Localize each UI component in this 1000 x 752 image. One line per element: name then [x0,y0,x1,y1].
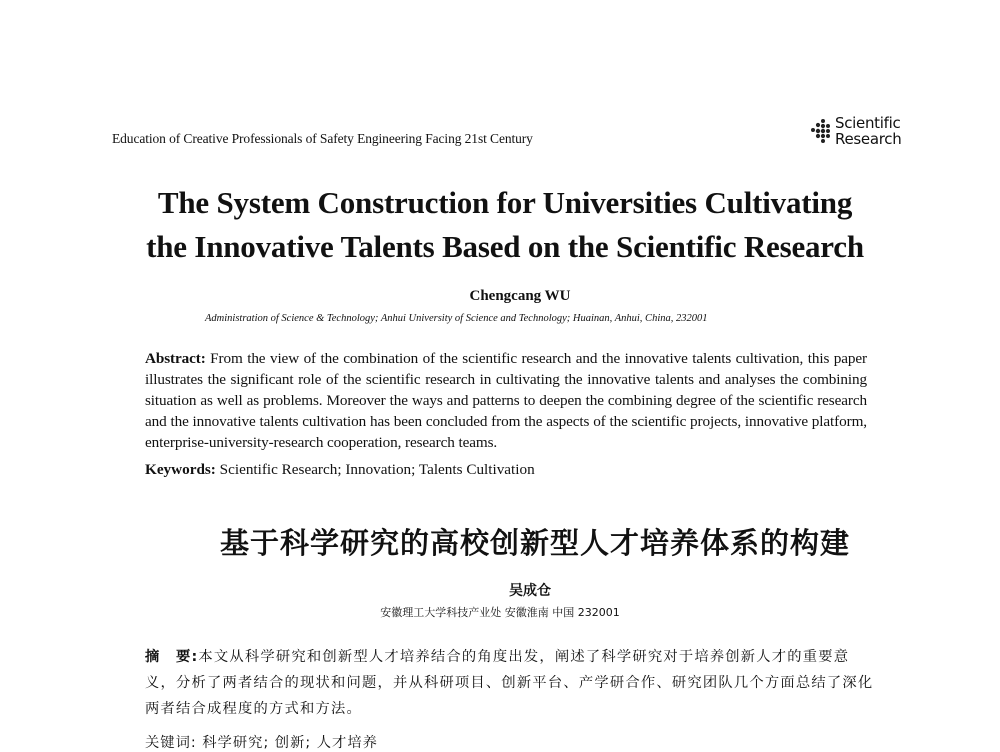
title-line-2: the Innovative Talents Based on the Scientific Research [146,229,864,264]
publisher-logo [803,115,901,147]
diamond-dots-logo-icon [803,116,833,146]
chinese-title: 基于科学研究的高校创新型人才培养体系的构建 [219,526,850,560]
chinese-abstract [145,644,875,722]
abstract-text: From the view of the combination of the scientific research and the innovative talents cultivation, this paper illustrates the significant role of the scientific research in cultivating the innovative talents and analyses the combining situation as well as problems. Moreover the ways and patterns to deepen the combining degree of the scientific research and the innovative talents cultivation has been concluded from the aspects of the scientific projects, innovative platform, enterprise-university-research cooperation, research teams. [145,350,867,451]
keywords-label: Keywords: [145,461,216,478]
author-affiliation: Administration of Science & Technology; Anhui University of Science and Technology; Huainan, Anhui, China, 232001 [205,313,708,324]
logo-line-1: Scientific [835,114,901,132]
abstract-label: Abstract: [145,350,206,367]
paper-title [0,181,1000,269]
chinese-author: 吴成仓 [509,583,551,599]
running-head: Education of Creative Professionals of Safety Engineering Facing 21st Century [112,131,533,146]
author-name: Chengcang WU [469,288,571,304]
title-line-1: The System Construction for Universities Cultivating [157,185,853,220]
keywords-text: Scientific Research; Innovation; Talents Cultivation [215,461,535,478]
chinese-keywords: 关键词: 科学研究; 创新; 人才培养 [145,735,378,751]
chinese-abstract-label: 摘 要: [145,649,199,665]
chinese-abstract-text: 本文从科学研究和创新型人才培养结合的角度出发，阐述了科学研究对于培养创新人才的重要意义，分析了两者结合的现状和问题，并从科研项目、创新平台、产学研合作、研究团队几个方面总结了深化两者结合成程度的方式和方法。 [145,649,874,717]
abstract [145,348,867,453]
keywords [145,461,535,479]
logo-line-2: Research [835,130,902,148]
chinese-affiliation: 安徽理工大学科技产业处 安徽淮南 中国 232001 [380,606,620,619]
